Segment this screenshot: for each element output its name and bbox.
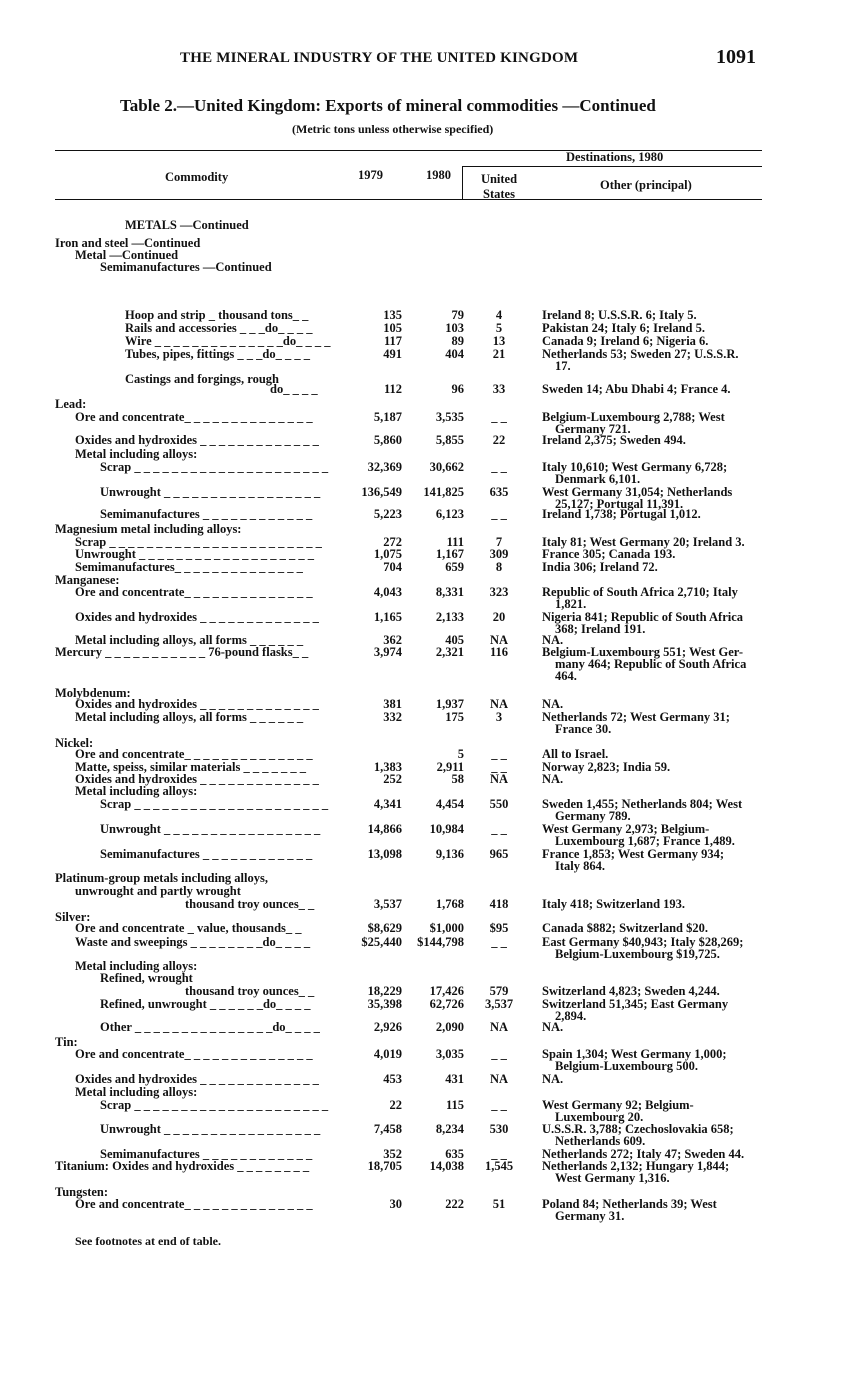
destination-line: 368; Ireland 191. bbox=[555, 622, 646, 636]
value-1980-cell: 6,123 bbox=[435, 507, 464, 521]
value-1979-cell: 30 bbox=[389, 1197, 402, 1211]
destination-line: Netherlands 609. bbox=[555, 1134, 646, 1148]
other-destinations-cell bbox=[542, 1021, 764, 1033]
commodity-cell: Waste and sweepings _ _ _ _ _ _ _ _do_ _ _ _ bbox=[75, 935, 311, 949]
value-1980-cell: 115 bbox=[445, 1098, 464, 1112]
value-1980-cell: 79 bbox=[451, 308, 464, 322]
value-1980-cell: 62,726 bbox=[429, 997, 464, 1011]
destination-line: Germany 789. bbox=[555, 809, 631, 823]
value-1979-cell: 5,187 bbox=[373, 410, 402, 424]
united-states-cell: _ _ bbox=[491, 1047, 507, 1061]
commodity-cell: Lead: bbox=[55, 397, 87, 411]
value-1979-cell: 4,043 bbox=[373, 585, 402, 599]
destination-line: Sweden 1,455; Netherlands 804; West bbox=[542, 797, 743, 811]
united-states-cell: 579 bbox=[489, 984, 509, 998]
commodity-cell: Other _ _ _ _ _ _ _ _ _ _ _ _ _ _ _do_ _ _ _ bbox=[100, 1020, 320, 1034]
value-1979-cell: 4,019 bbox=[373, 1047, 402, 1061]
value-1979-cell: 352 bbox=[383, 1147, 402, 1161]
value-1979-cell: 22 bbox=[389, 1098, 402, 1112]
header-united-states bbox=[470, 172, 528, 202]
destination-line: Ireland 1,738; Portugal 1,012. bbox=[542, 507, 701, 521]
other-destinations-cell bbox=[542, 561, 764, 573]
commodity-cell: Scrap _ _ _ _ _ _ _ _ _ _ _ _ _ _ _ _ _ _ _ _ _ bbox=[100, 1098, 329, 1112]
header-divider bbox=[462, 166, 463, 200]
value-1979-cell: 491 bbox=[383, 347, 402, 361]
commodity-cell: Ore and concentrate_ _ _ _ _ _ _ _ _ _ _ _ _ _ bbox=[75, 585, 313, 599]
commodity-cell: Castings and forgings, rough bbox=[125, 372, 279, 386]
commodity-cell: Ore and concentrate_ _ _ _ _ _ _ _ _ _ _ _ _ _ bbox=[75, 1047, 313, 1061]
value-1979-cell: 704 bbox=[383, 560, 402, 574]
other-destinations-cell bbox=[542, 411, 764, 435]
commodity-cell: Platinum-group metals including alloys, bbox=[55, 871, 268, 885]
commodity-cell: Oxides and hydroxides _ _ _ _ _ _ _ _ _ _ _ _ _ bbox=[75, 697, 319, 711]
other-destinations-cell bbox=[542, 383, 764, 395]
commodity-cell: Ore and concentrate_ _ _ _ _ _ _ _ _ _ _ _ _ _ bbox=[75, 747, 313, 761]
destination-line: France 305; Canada 193. bbox=[542, 547, 676, 561]
commodity-cell: Semimanufactures _ _ _ _ _ _ _ _ _ _ _ _ bbox=[100, 1147, 313, 1161]
united-states-cell: 418 bbox=[489, 897, 509, 911]
commodity-cell: thousand troy ounces_ _ bbox=[185, 897, 315, 911]
destination-line: NA. bbox=[542, 772, 564, 786]
value-1979-cell: 1,075 bbox=[373, 547, 402, 561]
united-states-cell: 13 bbox=[492, 334, 506, 348]
commodity-cell: Silver: bbox=[55, 910, 91, 924]
other-destinations-cell bbox=[542, 798, 764, 822]
value-1980-cell: 635 bbox=[445, 1147, 464, 1161]
destination-line: India 306; Ireland 72. bbox=[542, 560, 658, 574]
value-1979-cell: 18,229 bbox=[367, 984, 402, 998]
destination-line: NA. bbox=[542, 697, 564, 711]
destination-line: 17. bbox=[555, 359, 571, 373]
value-1979-cell: 5,860 bbox=[373, 433, 402, 447]
destination-line: Republic of South Africa 2,710; Italy bbox=[542, 585, 738, 599]
page-number: 1091 bbox=[716, 46, 756, 68]
other-destinations-cell bbox=[542, 348, 764, 372]
commodity-cell: do_ _ _ _ bbox=[270, 382, 318, 396]
value-1980-cell: 111 bbox=[446, 535, 464, 549]
value-1979-cell: 4,341 bbox=[373, 797, 402, 811]
destinations-rule bbox=[462, 166, 762, 167]
value-1979-cell: 32,369 bbox=[367, 460, 402, 474]
destination-line: Canada 9; Ireland 6; Nigeria 6. bbox=[542, 334, 709, 348]
value-1980-cell: 659 bbox=[445, 560, 464, 574]
value-1980-cell: 8,331 bbox=[435, 585, 464, 599]
destination-line: West Germany 92; Belgium- bbox=[542, 1098, 694, 1112]
value-1979-cell: 453 bbox=[383, 1072, 402, 1086]
header-destinations: Destinations, 1980 bbox=[566, 150, 664, 164]
united-states-cell: $95 bbox=[489, 921, 509, 935]
united-states-cell: _ _ bbox=[491, 822, 507, 836]
commodity-cell: Semimanufactures_ _ _ _ _ _ _ _ _ _ _ _ _ _ bbox=[75, 560, 303, 574]
value-1980-cell: 5,855 bbox=[435, 433, 464, 447]
commodity-cell: Scrap _ _ _ _ _ _ _ _ _ _ _ _ _ _ _ _ _ _ _ _ _ bbox=[100, 460, 329, 474]
value-1980-cell: 1,167 bbox=[435, 547, 464, 561]
destination-line: Poland 84; Netherlands 39; West bbox=[542, 1197, 717, 1211]
united-states-cell: NA bbox=[489, 772, 509, 786]
destination-line: France 1,853; West Germany 934; bbox=[542, 847, 725, 861]
united-states-cell: _ _ bbox=[491, 1098, 507, 1112]
value-1980-cell: $144,798 bbox=[417, 935, 464, 949]
value-1979-cell: 362 bbox=[383, 633, 402, 647]
commodity-cell: Metal including alloys, all forms _ _ _ _ _ _ bbox=[75, 633, 304, 647]
value-1979-cell: 14,866 bbox=[367, 822, 402, 836]
united-states-cell: 4 bbox=[495, 308, 503, 322]
other-destinations-cell bbox=[542, 823, 764, 847]
value-1980-cell: 17,426 bbox=[429, 984, 464, 998]
value-1980-cell: 222 bbox=[445, 1197, 464, 1211]
other-destinations-cell bbox=[542, 1160, 764, 1184]
other-destinations-cell bbox=[542, 761, 764, 773]
destination-line: 25,127; Portugal 11,391. bbox=[555, 497, 684, 511]
united-states-cell: _ _ bbox=[491, 1147, 507, 1161]
destination-line: Denmark 6,101. bbox=[555, 472, 641, 486]
value-1980-cell: 404 bbox=[445, 347, 464, 361]
value-1980-cell: 2,321 bbox=[435, 645, 464, 659]
destination-line: Norway 2,823; India 59. bbox=[542, 760, 671, 774]
destination-line: Nigeria 841; Republic of South Africa bbox=[542, 610, 744, 624]
other-destinations-cell bbox=[542, 998, 764, 1022]
value-1980-cell: 14,038 bbox=[429, 1159, 464, 1173]
destination-line: Ireland 8; U.S.S.R. 6; Italy 5. bbox=[542, 308, 697, 322]
value-1980-cell: 2,133 bbox=[435, 610, 464, 624]
united-states-cell: _ _ bbox=[491, 507, 507, 521]
value-1980-cell: 89 bbox=[451, 334, 464, 348]
header-1979: 1979 bbox=[358, 168, 383, 182]
destination-line: Netherlands 272; Italy 47; Sweden 44. bbox=[542, 1147, 745, 1161]
value-1980-cell: 141,825 bbox=[423, 485, 464, 499]
value-1980-cell: 4,454 bbox=[435, 797, 464, 811]
commodity-cell: Refined, unwrought _ _ _ _ _ _do_ _ _ _ bbox=[100, 997, 311, 1011]
other-destinations-cell bbox=[542, 309, 764, 321]
other-destinations-cell bbox=[542, 773, 764, 785]
destination-line: Italy 418; Switzerland 193. bbox=[542, 897, 686, 911]
destination-line: West Germany 1,316. bbox=[555, 1171, 670, 1185]
other-destinations-cell bbox=[542, 985, 764, 997]
destination-line: Switzerland 4,823; Sweden 4,244. bbox=[542, 984, 720, 998]
commodity-cell: Rails and accessories _ _ _do_ _ _ _ bbox=[125, 321, 313, 335]
value-1980-cell: $1,000 bbox=[429, 921, 464, 935]
united-states-cell: NA bbox=[489, 1072, 509, 1086]
commodity-cell: Ore and concentrate_ _ _ _ _ _ _ _ _ _ _ _ _ _ bbox=[75, 1197, 313, 1211]
value-1979-cell: 332 bbox=[383, 710, 402, 724]
value-1980-cell: 3,535 bbox=[435, 410, 464, 424]
destination-line: West Germany 2,973; Belgium- bbox=[542, 822, 710, 836]
destination-line: Canada $882; Switzerland $20. bbox=[542, 921, 708, 935]
united-states-cell: 323 bbox=[489, 585, 509, 599]
value-1980-cell: 96 bbox=[451, 382, 464, 396]
value-1979-cell: 136,549 bbox=[361, 485, 402, 499]
commodity-cell: Hoop and strip _ thousand tons_ _ bbox=[125, 308, 309, 322]
section-heading: Iron and steel —Continued bbox=[55, 236, 201, 250]
united-states-cell: 7 bbox=[495, 535, 503, 549]
value-1980-cell: 30,662 bbox=[429, 460, 464, 474]
destination-line: Switzerland 51,345; East Germany bbox=[542, 997, 729, 1011]
other-destinations-cell bbox=[542, 698, 764, 710]
united-states-cell: 21 bbox=[492, 347, 506, 361]
other-destinations-cell bbox=[542, 922, 764, 934]
commodity-cell: Molybdenum: bbox=[55, 686, 131, 700]
united-states-cell: 635 bbox=[489, 485, 509, 499]
commodity-cell: Semimanufactures _ _ _ _ _ _ _ _ _ _ _ _ bbox=[100, 847, 313, 861]
destination-line: France 30. bbox=[555, 722, 612, 736]
commodity-cell: Metal including alloys, all forms _ _ _ _ _ _ bbox=[75, 710, 304, 724]
commodity-cell: Wire _ _ _ _ _ _ _ _ _ _ _ _ _ _do_ _ _ _ bbox=[125, 334, 331, 348]
other-destinations-cell bbox=[542, 586, 764, 610]
destination-line: many 464; Republic of South Africa bbox=[555, 657, 747, 671]
value-1980-cell: 1,768 bbox=[435, 897, 464, 911]
other-destinations-cell bbox=[542, 936, 764, 960]
united-states-cell: 20 bbox=[492, 610, 506, 624]
value-1980-cell: 431 bbox=[445, 1072, 464, 1086]
other-destinations-cell bbox=[542, 1198, 764, 1222]
value-1979-cell: 3,974 bbox=[373, 645, 402, 659]
commodity-cell: Unwrought _ _ _ _ _ _ _ _ _ _ _ _ _ _ _ _ _ bbox=[100, 822, 321, 836]
value-1980-cell: 175 bbox=[445, 710, 464, 724]
commodity-cell: Scrap _ _ _ _ _ _ _ _ _ _ _ _ _ _ _ _ _ _ _ _ _ _ _ bbox=[75, 535, 322, 549]
other-destinations-cell bbox=[542, 711, 764, 735]
commodity-cell: Manganese: bbox=[55, 573, 120, 587]
commodity-cell: Titanium: Oxides and hydroxides _ _ _ _ _ _ _ _ bbox=[55, 1159, 310, 1173]
value-1979-cell: $25,440 bbox=[361, 935, 402, 949]
value-1980-cell: 10,984 bbox=[429, 822, 464, 836]
value-1979-cell: 2,926 bbox=[373, 1020, 402, 1034]
value-1980-cell: 3,035 bbox=[435, 1047, 464, 1061]
united-states-cell: 3,537 bbox=[484, 997, 514, 1011]
destination-line: NA. bbox=[542, 1072, 564, 1086]
destination-line: Italy 10,610; West Germany 6,728; bbox=[542, 460, 728, 474]
value-1980-cell: 5 bbox=[457, 747, 464, 761]
united-states-cell: _ _ bbox=[491, 410, 507, 424]
commodity-cell: thousand troy ounces_ _ bbox=[185, 984, 315, 998]
destination-line: Netherlands 2,132; Hungary 1,844; bbox=[542, 1159, 730, 1173]
value-1979-cell: 1,165 bbox=[373, 610, 402, 624]
commodity-cell: Tubes, pipes, fittings _ _ _do_ _ _ _ bbox=[125, 347, 310, 361]
united-states-cell: 5 bbox=[495, 321, 503, 335]
value-1979-cell: 3,537 bbox=[373, 897, 402, 911]
destination-line: West Germany 31,054; Netherlands bbox=[542, 485, 733, 499]
commodity-cell: Matte, speiss, similar materials _ _ _ _ _ _ _ bbox=[75, 760, 306, 774]
destination-line: Italy 864. bbox=[555, 859, 605, 873]
united-states-cell: NA bbox=[489, 697, 509, 711]
other-destinations-cell bbox=[542, 611, 764, 635]
value-1980-cell: 103 bbox=[445, 321, 464, 335]
destination-line: 464. bbox=[555, 669, 577, 683]
destination-line: Ireland 2,375; Sweden 494. bbox=[542, 433, 686, 447]
value-1980-cell: 58 bbox=[451, 772, 464, 786]
destination-line: Sweden 14; Abu Dhabi 4; France 4. bbox=[542, 382, 731, 396]
commodity-cell: Metal including alloys: bbox=[75, 1085, 198, 1099]
value-1979-cell: 18,705 bbox=[367, 1159, 402, 1173]
united-states-cell: 116 bbox=[489, 645, 509, 659]
commodity-cell: Metal including alloys: bbox=[75, 784, 198, 798]
other-destinations-cell bbox=[542, 898, 764, 910]
united-states-cell: 51 bbox=[492, 1197, 506, 1211]
united-states-cell: 8 bbox=[495, 560, 503, 574]
other-destinations-cell bbox=[542, 335, 764, 347]
united-states-cell: 309 bbox=[489, 547, 509, 561]
value-1979-cell: 35,398 bbox=[367, 997, 402, 1011]
united-states-cell: 3 bbox=[495, 710, 503, 724]
value-1979-cell: $8,629 bbox=[367, 921, 402, 935]
destination-line: Pakistan 24; Italy 6; Ireland 5. bbox=[542, 321, 705, 335]
value-1979-cell: 13,098 bbox=[367, 847, 402, 861]
destination-line: Spain 1,304; West Germany 1,000; bbox=[542, 1047, 727, 1061]
value-1979-cell: 1,383 bbox=[373, 760, 402, 774]
other-destinations-cell bbox=[542, 548, 764, 560]
united-states-cell: 1,545 bbox=[484, 1159, 514, 1173]
destination-line: NA. bbox=[542, 633, 564, 647]
commodity-cell: Mercury _ _ _ _ _ _ _ _ _ _ _ 76-pound flasks_ _ bbox=[55, 645, 309, 659]
united-states-cell: 33 bbox=[492, 382, 506, 396]
running-head: THE MINERAL INDUSTRY OF THE UNITED KINGDOM bbox=[180, 50, 579, 66]
destination-line: All to Israel. bbox=[542, 747, 609, 761]
destination-line: 1,821. bbox=[555, 597, 587, 611]
value-1979-cell: 272 bbox=[383, 535, 402, 549]
destination-line: Belgium-Luxembourg 2,788; West bbox=[542, 410, 725, 424]
other-destinations-cell bbox=[542, 322, 764, 334]
other-destinations-cell bbox=[542, 748, 764, 760]
commodity-cell: Tungsten: bbox=[55, 1185, 109, 1199]
destination-line: Italy 81; West Germany 20; Ireland 3. bbox=[542, 535, 745, 549]
commodity-cell: Ore and concentrate _ value, thousands_ _ bbox=[75, 921, 302, 935]
destination-line: 2,894. bbox=[555, 1009, 587, 1023]
united-states-cell: _ _ bbox=[491, 760, 507, 774]
header-1980: 1980 bbox=[426, 168, 451, 182]
commodity-cell: Nickel: bbox=[55, 736, 94, 750]
commodity-cell: Semimanufactures _ _ _ _ _ _ _ _ _ _ _ _ bbox=[100, 507, 313, 521]
united-states-cell: 550 bbox=[489, 797, 509, 811]
destination-line: Belgium-Luxembourg $19,725. bbox=[555, 947, 720, 961]
section-heading: Semimanufactures —Continued bbox=[100, 260, 272, 274]
destination-line: Belgium-Luxembourg 500. bbox=[555, 1059, 699, 1073]
header-other: Other (principal) bbox=[600, 178, 692, 192]
table-subtitle: (Metric tons unless otherwise specified) bbox=[292, 122, 494, 136]
united-states-cell: _ _ bbox=[491, 747, 507, 761]
header-bottom-rule bbox=[55, 199, 762, 200]
destination-line: Netherlands 53; Sweden 27; U.S.S.R. bbox=[542, 347, 739, 361]
other-destinations-cell bbox=[542, 461, 764, 485]
value-1980-cell: 8,234 bbox=[435, 1122, 464, 1136]
value-1979-cell: 117 bbox=[383, 334, 402, 348]
other-destinations-cell bbox=[542, 508, 764, 520]
united-states-cell: 965 bbox=[489, 847, 509, 861]
united-states-cell: NA bbox=[489, 633, 509, 647]
section-heading: Metal —Continued bbox=[75, 248, 179, 262]
commodity-cell: Unwrought _ _ _ _ _ _ _ _ _ _ _ _ _ _ _ _ _ _ _ bbox=[75, 547, 315, 561]
value-1979-cell: 381 bbox=[383, 697, 402, 711]
commodity-cell: Tin: bbox=[55, 1035, 78, 1049]
commodity-cell: Ore and concentrate_ _ _ _ _ _ _ _ _ _ _ _ _ _ bbox=[75, 410, 313, 424]
commodity-cell: Metal including alloys: bbox=[75, 447, 198, 461]
value-1980-cell: 2,911 bbox=[436, 760, 464, 774]
destination-line: Germany 31. bbox=[555, 1209, 625, 1223]
value-1980-cell: 1,937 bbox=[435, 697, 464, 711]
commodity-cell: Scrap _ _ _ _ _ _ _ _ _ _ _ _ _ _ _ _ _ _ _ _ _ bbox=[100, 797, 329, 811]
commodity-cell: Unwrought _ _ _ _ _ _ _ _ _ _ _ _ _ _ _ _ _ bbox=[100, 485, 321, 499]
value-1980-cell: 405 bbox=[445, 633, 464, 647]
united-states-cell: _ _ bbox=[491, 935, 507, 949]
table-title: Table 2.—United Kingdom: Exports of mineral commodities —Continued bbox=[120, 96, 656, 115]
commodity-cell: Magnesium metal including alloys: bbox=[55, 522, 242, 536]
destination-line: Belgium-Luxembourg 551; West Ger- bbox=[542, 645, 744, 659]
destination-line: East Germany $40,943; Italy $28,269; bbox=[542, 935, 744, 949]
value-1980-cell: 2,090 bbox=[435, 1020, 464, 1034]
commodity-cell: Refined, wrought bbox=[100, 971, 193, 985]
destination-line: Luxembourg 1,687; France 1,489. bbox=[555, 834, 735, 848]
destination-line: Netherlands 72; West Germany 31; bbox=[542, 710, 730, 724]
value-1979-cell: 5,223 bbox=[373, 507, 402, 521]
other-destinations-cell bbox=[542, 1123, 764, 1147]
header-us-line2: States bbox=[483, 187, 515, 201]
united-states-cell: 22 bbox=[492, 433, 506, 447]
other-destinations-cell bbox=[542, 1099, 764, 1123]
other-destinations-cell bbox=[542, 646, 764, 682]
value-1979-cell: 105 bbox=[383, 321, 402, 335]
commodity-cell: Unwrought _ _ _ _ _ _ _ _ _ _ _ _ _ _ _ _ _ bbox=[100, 1122, 321, 1136]
value-1979-cell: 112 bbox=[383, 382, 402, 396]
section-heading: METALS —Continued bbox=[125, 218, 249, 232]
united-states-cell: NA bbox=[489, 1020, 509, 1034]
commodity-cell: Oxides and hydroxides _ _ _ _ _ _ _ _ _ _ _ _ _ bbox=[75, 610, 319, 624]
destination-line: Luxembourg 20. bbox=[555, 1110, 644, 1124]
header-commodity: Commodity bbox=[165, 170, 229, 184]
value-1979-cell: 135 bbox=[383, 308, 402, 322]
commodity-cell: Metal including alloys: bbox=[75, 959, 198, 973]
value-1979-cell: 7,458 bbox=[373, 1122, 402, 1136]
other-destinations-cell bbox=[542, 1048, 764, 1072]
header-us-line1: United bbox=[480, 172, 518, 186]
value-1980-cell: 9,136 bbox=[435, 847, 464, 861]
other-destinations-cell bbox=[542, 848, 764, 872]
value-1979-cell: 252 bbox=[383, 772, 402, 786]
commodity-cell: Oxides and hydroxides _ _ _ _ _ _ _ _ _ _ _ _ _ bbox=[75, 1072, 319, 1086]
destination-line: U.S.S.R. 3,788; Czechoslovakia 658; bbox=[542, 1122, 734, 1136]
united-states-cell: 530 bbox=[489, 1122, 509, 1136]
footnote: See footnotes at end of table. bbox=[75, 1234, 221, 1248]
other-destinations-cell bbox=[542, 1073, 764, 1085]
destination-line: NA. bbox=[542, 1020, 564, 1034]
commodity-cell: Oxides and hydroxides _ _ _ _ _ _ _ _ _ _ _ _ _ bbox=[75, 772, 319, 786]
destination-line: Germany 721. bbox=[555, 422, 631, 436]
other-destinations-cell bbox=[542, 434, 764, 446]
commodity-cell: Oxides and hydroxides _ _ _ _ _ _ _ _ _ _ _ _ _ bbox=[75, 433, 319, 447]
united-states-cell: _ _ bbox=[491, 460, 507, 474]
commodity-cell: unwrought and partly wrought bbox=[75, 884, 241, 898]
